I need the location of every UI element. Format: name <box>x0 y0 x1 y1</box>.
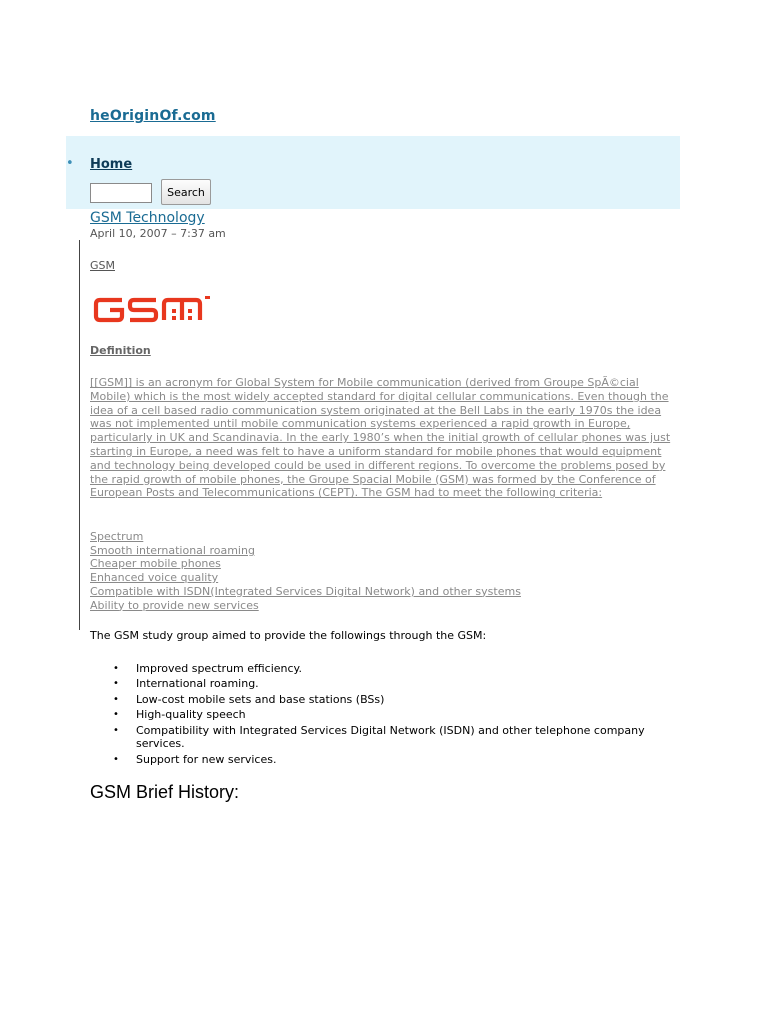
aims-list <box>113 662 676 768</box>
definition-text[interactable]: [[GSM]] is an acronym for Global System for Mobile communication (derived from Groupe SpÃ©cial Mobile) which is the most widely accepted standard for digital cellular communications. Even though the idea of a cell based radio communication system originated at the Bell Labs in the early 1970s the idea was not implemented until mobile communication systems experienced a rapid growth in Europe, particularly in UK and Scandinavia. In the early 1980’s when the initial growth of cellular phones was just starting in Europe, a need was felt to have a uniform standard for mobile phones that would equipment and technology being developed could be used in different regions. To overcome the problems posed by the rapid growth of mobile phones, the Groupe Spacial Mobile (GSM) was formed by the Conference of European Posts and Telecommunications (CEPT). The GSM had to meet the following criteria: <box>90 376 671 500</box>
nav-home-link[interactable]: Home <box>90 157 133 172</box>
criteria-list <box>90 530 521 612</box>
bullet-icon: • <box>113 753 119 765</box>
criteria-item[interactable]: Compatible with ISDN(Integrated Services Digital Network) and other systems <box>90 584 521 598</box>
list-item-text: Low-cost mobile sets and base stations (BSs) <box>136 692 385 706</box>
list-item-text: Support for new services. <box>136 752 277 766</box>
nav-bullet: • <box>66 156 74 171</box>
post-title-link[interactable]: GSM Technology <box>90 210 205 226</box>
list-item <box>113 708 676 722</box>
search-button[interactable]: Search <box>161 179 211 205</box>
list-item-text: High-quality speech <box>136 708 246 722</box>
list-item <box>113 662 676 676</box>
list-item <box>113 723 676 752</box>
bullet-icon: • <box>113 709 119 721</box>
list-item-text: Improved spectrum efficiency. <box>136 662 302 675</box>
criteria-item[interactable]: Smooth international roaming <box>90 543 255 557</box>
navigation-bar <box>66 136 680 209</box>
bullet-icon: • <box>113 678 119 690</box>
study-group-intro: The GSM study group aimed to provide the followings through the GSM: <box>90 629 487 642</box>
list-item <box>113 677 676 691</box>
list-item <box>113 752 676 767</box>
gsm-category-link[interactable]: GSM <box>90 259 115 272</box>
criteria-item[interactable]: Ability to provide new services <box>90 598 259 612</box>
blockquote-rule <box>79 240 80 630</box>
list-item <box>113 692 676 707</box>
criteria-item[interactable]: Spectrum <box>90 530 144 543</box>
list-item-text: Compatibility with Integrated Services Digital Network (ISDN) and other telephone company services. <box>136 723 645 751</box>
site-title-link[interactable]: heOriginOf.com <box>90 108 216 124</box>
search-input[interactable] <box>90 183 152 203</box>
list-item-text: International roaming. <box>136 677 259 691</box>
criteria-item[interactable]: Enhanced voice quality <box>90 571 219 585</box>
criteria-item[interactable]: Cheaper mobile phones <box>90 557 221 571</box>
bullet-icon: • <box>113 693 119 705</box>
bullet-icon: • <box>113 724 119 736</box>
definition-heading: Definition <box>90 344 151 357</box>
bullet-icon: • <box>113 663 119 674</box>
history-heading: GSM Brief History: <box>90 782 240 802</box>
gsm-logo <box>92 292 218 326</box>
post-date: April 10, 2007 – 7:37 am <box>90 227 226 240</box>
